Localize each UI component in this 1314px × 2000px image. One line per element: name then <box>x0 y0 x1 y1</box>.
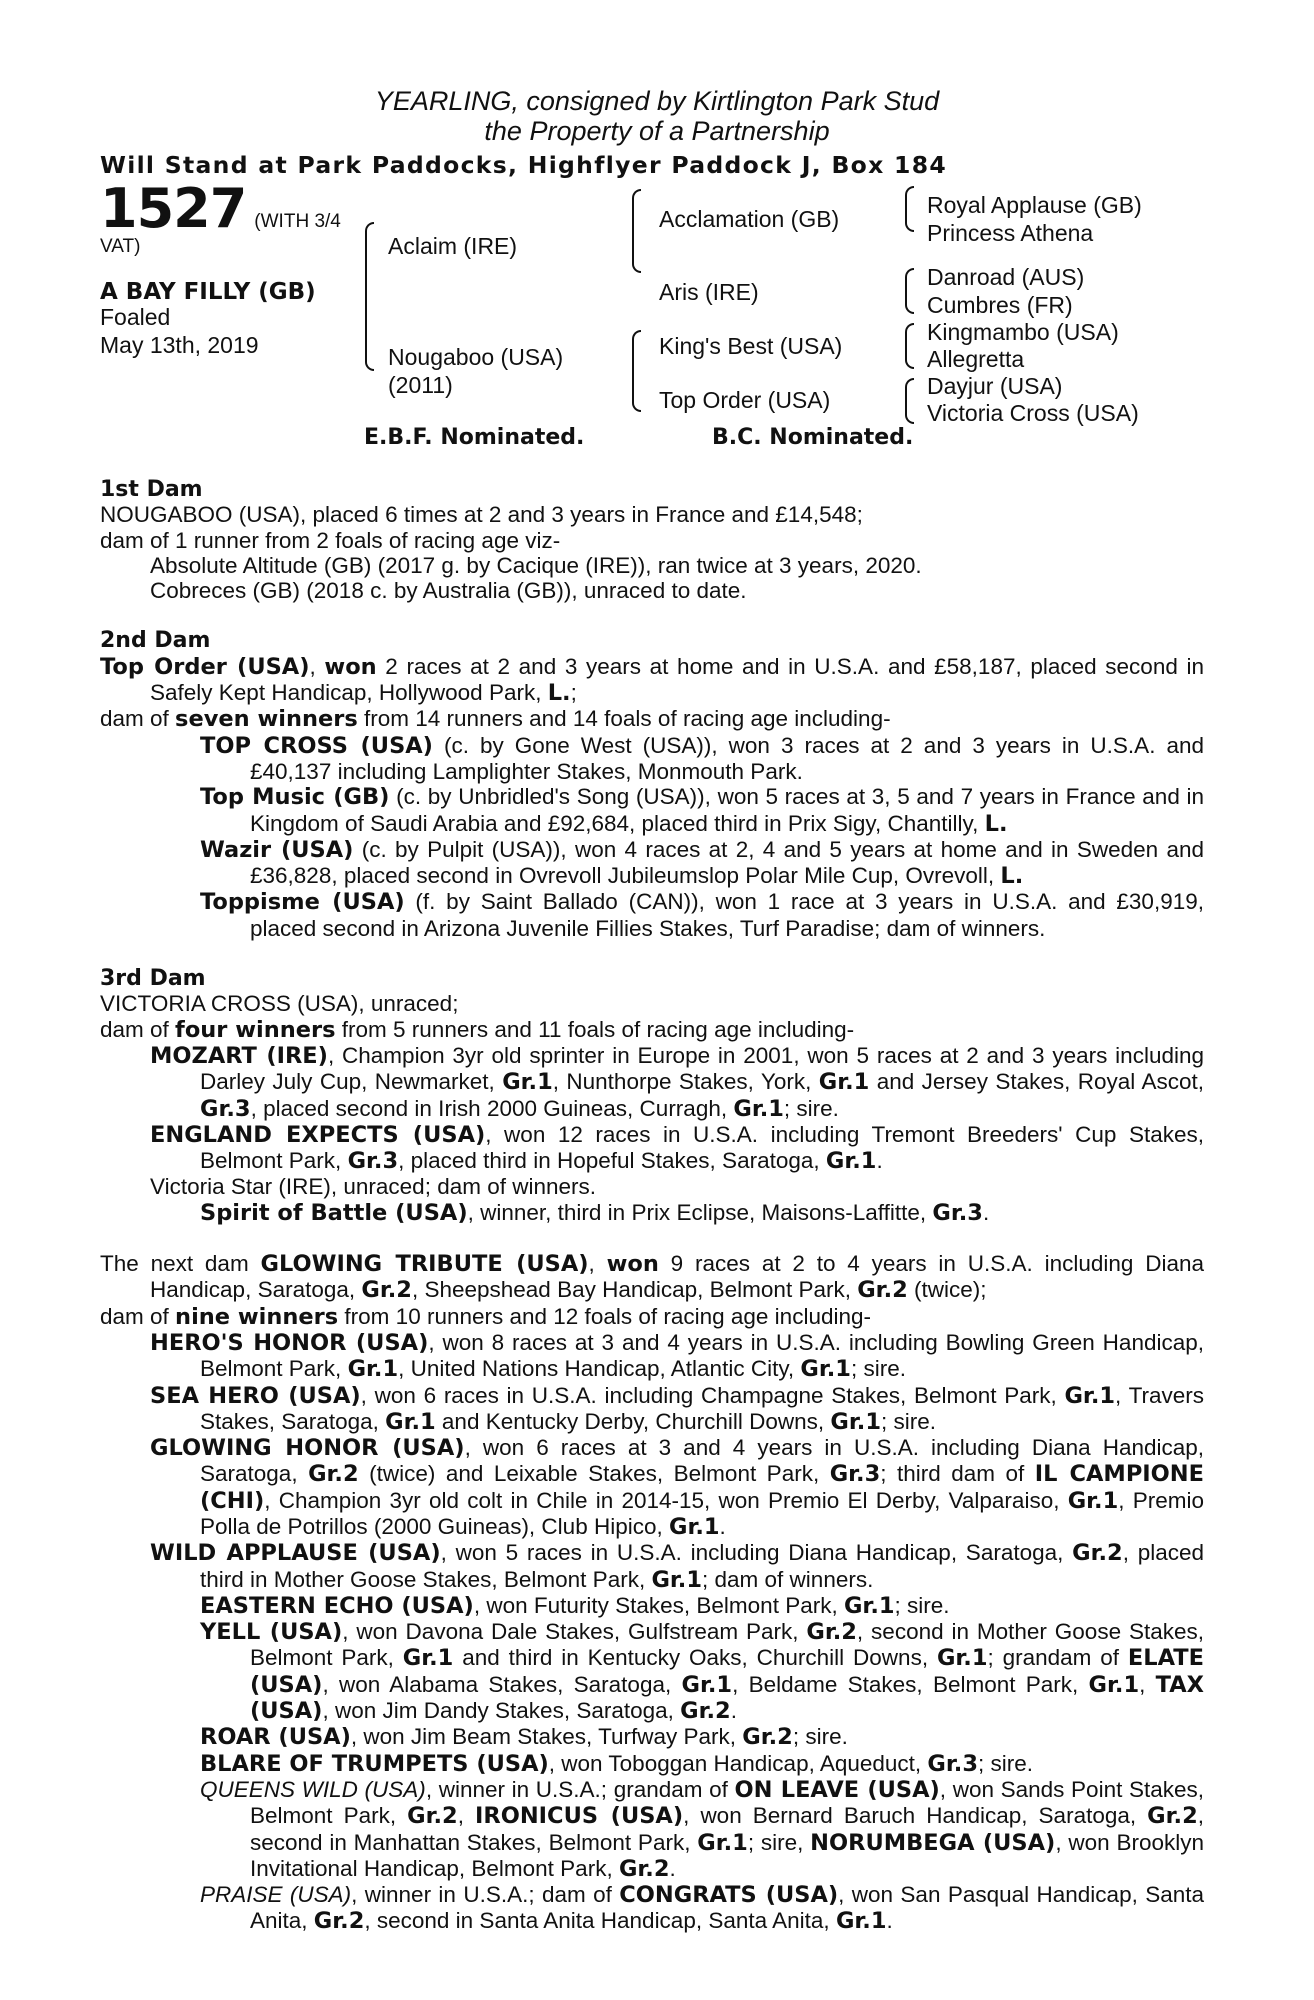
sires-dam: Aris (IRE) <box>659 279 759 305</box>
section-gap <box>100 1226 1204 1251</box>
first-dam-heading: 1st Dam <box>100 477 203 502</box>
lot-number: 1527 <box>100 177 247 240</box>
second-dam-summary: dam of seven winners from 14 runners and 14 foals of racing age including- <box>100 706 891 733</box>
progeny-entry: Wazir (USA) (c. by Pulpit (USA)), won 4 races at 2, 4 and 5 years at home and in Sweden and £36,828, placed second in Ovrevoll Jubileumslop Polar Mile Cup, Ovrevoll, L. <box>200 836 1204 890</box>
sire-name: Aclaim (IRE) <box>388 233 518 259</box>
ss-brace <box>905 186 914 232</box>
gg-ddd: Victoria Cross (USA) <box>927 400 1139 426</box>
first-dam-foal: Absolute Altitude (GB) (2017 g. by Cacique (IRE)), ran twice at 3 years, 2020. <box>150 552 922 578</box>
second-dam-record: Top Order (USA), won 2 races at 2 and 3 years at home and in U.S.A. and £58,187, placed second in Safely Kept Handicap, Hollywood Park, L.; <box>100 653 1204 707</box>
vat-note-cont: VAT) <box>100 236 141 257</box>
progeny-entry: GLOWING HONOR (USA), won 6 races at 3 and 4 years in U.S.A. including Diana Handicap, Saratoga, Gr.2 (twice) and Leixable Stakes, Belmont Park, Gr.3; third dam of IL CAMPIONE (CHI), Champion 3yr old colt in Chile in 2014-15, won Premio El Derby, Valparaiso, Gr.1, Premio Polla de Potrillos (2000 Guineas), Club Hipico, Gr.1. <box>150 1435 1205 1540</box>
next-dam-summary: dam of nine winners from 10 runners and 12 foals of racing age including- <box>100 1303 871 1330</box>
progeny-entry: ROAR (USA), won Jim Beam Stakes, Turfway Park, Gr.2; sire. <box>200 1724 848 1751</box>
ds-brace <box>905 323 914 369</box>
third-dam-heading: 3rd Dam <box>100 966 206 992</box>
progeny-entry: WILD APPLAUSE (USA), won 5 races in U.S.A. including Diana Handicap, Saratoga, Gr.2, placed third in Mother Goose Stakes, Belmont Park, Gr.1; dam of winners. <box>150 1540 1205 1593</box>
progeny-entry: YELL (USA), won Davona Dale Stakes, Gulfstream Park, Gr.2, second in Mother Goose Stakes, Belmont Park, Gr.1 and third in Kentucky Oaks, Churchill Downs, Gr.1; grandam of ELATE (USA), won Alabama Stakes, Saratoga, Gr.1, Beldame Stakes, Belmont Park, Gr.1, TAX (USA), won Jim Dandy Stakes, Saratoga, Gr.2. <box>200 1619 1205 1725</box>
progeny-entry: SEA HERO (USA), won 6 races in U.S.A. including Champagne Stakes, Belmont Park, Gr.1, Travers Stakes, Saratoga, Gr.1 and Kentucky Derby, Churchill Downs, Gr.1; sire. <box>150 1382 1204 1435</box>
gg-ssd: Princess Athena <box>927 220 1094 246</box>
gg-dds: Dayjur (USA) <box>927 373 1063 399</box>
progeny-entry: QUEENS WILD (USA), winner in U.S.A.; grandam of ON LEAVE (USA), won Sands Point Stakes, Belmont Park, Gr.2, IRONICUS (USA), won Bernard Baruch Handicap, Saratoga, Gr.2, second in Manhattan Stakes, Belmont Park, Gr.1; sire, NORUMBEGA (USA), won Brooklyn Invitational Handicap, Belmont Park, Gr.2. <box>200 1776 1205 1882</box>
next-dam-record: The next dam GLOWING TRIBUTE (USA), won 9 races at 2 to 4 years in U.S.A. including Diana Handicap, Saratoga, Gr.2, Sheepshead Bay Handicap, Belmont Park, Gr.2 (twice); <box>100 1251 1204 1304</box>
progeny-entry: MOZART (IRE), Champion 3yr old sprinter in Europe in 2001, won 5 races at 2 and 3 years including Darley July Cup, Newmarket, Gr.1, Nunthorpe Stakes, York, Gr.1 and Jersey Stakes, Royal Ascot, Gr.3, placed second in Irish 2000 Guineas, Curragh, Gr.1; sire. <box>150 1042 1204 1122</box>
first-dam-foal: Cobreces (GB) (2018 c. by Australia (GB)), unraced to date. <box>150 578 747 604</box>
progeny-entry: HERO'S HONOR (USA), won 8 races at 3 and 4 years in U.S.A. including Bowling Green Handicap, Belmont Park, Gr.1, United Nations Handicap, Atlantic City, Gr.1; sire. <box>150 1329 1204 1383</box>
sire-brace <box>632 189 641 273</box>
dam-brace <box>632 330 641 412</box>
dam-name: Nougaboo (USA) <box>388 344 564 370</box>
pedigree-brace <box>365 222 374 371</box>
progeny-entry: Victoria Star (IRE), unraced; dam of winners. <box>150 1174 597 1200</box>
dams-sire: King's Best (USA) <box>659 333 843 359</box>
progeny-entry: EASTERN ECHO (USA), won Futurity Stakes, Belmont Park, Gr.1; sire. <box>200 1592 950 1619</box>
gg-sdd: Cumbres (FR) <box>927 292 1073 318</box>
sd-brace <box>905 268 914 314</box>
second-dam-heading: 2nd Dam <box>100 628 211 654</box>
gg-dss: Kingmambo (USA) <box>927 319 1119 345</box>
dam-year: (2011) <box>388 372 453 398</box>
foaled-label: Foaled <box>100 304 171 330</box>
property-line: the Property of a Partnership <box>484 116 830 146</box>
dams-dam: Top Order (USA) <box>659 387 831 413</box>
bc-nomination: B.C. Nominated. <box>712 425 914 450</box>
first-dam-line: dam of 1 runner from 2 foals of racing age viz- <box>100 527 561 553</box>
stand-location: Will Stand at Park Paddocks, Highflyer Paddock J, Box 184 <box>100 151 947 179</box>
progeny-entry: ENGLAND EXPECTS (USA), won 12 races in U.S.A. including Tremont Breeders' Cup Stakes, Belmont Park, Gr.3, placed third in Hopeful Stakes, Saratoga, Gr.1. <box>150 1121 1204 1175</box>
foaling-date: May 13th, 2019 <box>100 332 259 358</box>
gg-dsd: Allegretta <box>927 346 1025 372</box>
sires-sire: Acclamation (GB) <box>659 206 840 232</box>
progeny-entry: Top Music (GB) (c. by Unbridled's Song (USA)), won 5 races at 3, 5 and 7 years in France and in Kingdom of Saudi Arabia and £92,684, placed third in Prix Sigy, Chantilly, L. <box>200 784 1205 837</box>
vat-note: (WITH 3/4 <box>254 211 341 232</box>
horse-name: A BAY FILLY (GB) <box>100 279 316 305</box>
progeny-entry: BLARE OF TRUMPETS (USA), won Toboggan Handicap, Aqueduct, Gr.3; sire. <box>200 1750 1033 1777</box>
third-dam-summary: dam of four winners from 5 runners and 11 foals of racing age including- <box>100 1016 855 1043</box>
progeny-entry: Toppisme (USA) (f. by Saint Ballado (CAN)), won 1 race at 3 years in U.S.A. and £30,919, placed second in Arizona Juvenile Fillies Stakes, Turf Paradise; dam of winners. <box>200 889 1204 941</box>
gg-sss: Royal Applause (GB) <box>927 192 1142 218</box>
progeny-entry: PRAISE (USA), winner in U.S.A.; dam of CONGRATS (USA), won San Pasqual Handicap, Santa Anita, Gr.2, second in Santa Anita Handicap, Santa Anita, Gr.1. <box>200 1882 1205 1935</box>
gg-sds: Danroad (AUS) <box>927 264 1085 290</box>
third-dam-record: VICTORIA CROSS (USA), unraced; <box>100 991 459 1017</box>
progeny-entry: Spirit of Battle (USA), winner, third in Prix Eclipse, Maisons-Laffitte, Gr.3. <box>200 1199 990 1226</box>
produce-record <box>100 477 1204 1935</box>
dd-brace <box>905 378 914 424</box>
first-dam-line: NOUGABOO (USA), placed 6 times at 2 and 3 years in France and £14,548; <box>100 502 863 528</box>
lot-number-block <box>100 177 341 240</box>
consignor-line: YEARLING, consigned by Kirtlington Park Stud <box>374 86 940 116</box>
progeny-entry: TOP CROSS (USA) (c. by Gone West (USA)), won 3 races at 2 and 3 years in U.S.A. and £40,137 including Lamplighter Stakes, Monmouth Park. <box>200 732 1204 784</box>
ebf-nomination: E.B.F. Nominated. <box>364 425 585 450</box>
